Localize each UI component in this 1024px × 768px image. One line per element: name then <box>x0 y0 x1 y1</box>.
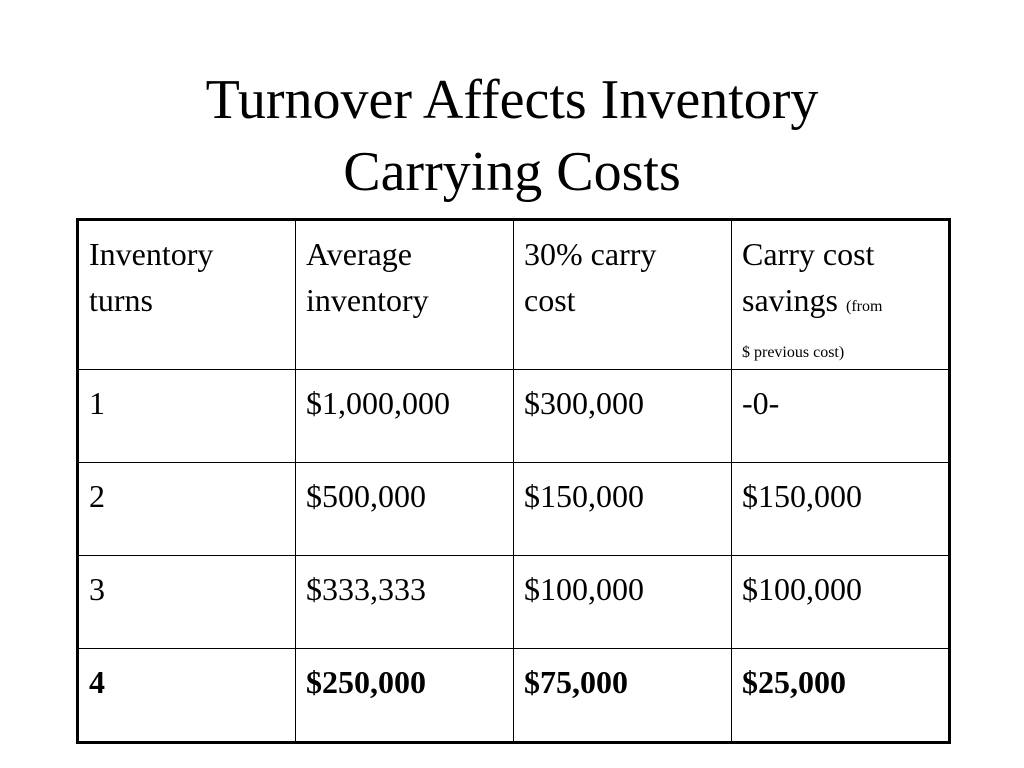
table-cell-carry-cost: $300,000 <box>514 370 732 463</box>
header-cell-average-inventory <box>296 220 514 370</box>
header-text: cost <box>524 282 576 318</box>
header-text: 30% carry <box>524 236 657 272</box>
table-cell-carry-cost: $75,000 <box>514 649 732 743</box>
table-cell-savings: $25,000 <box>732 649 950 743</box>
table-cell-turns: 1 <box>78 370 296 463</box>
header-cell-inventory-turns <box>78 220 296 370</box>
header-text: savings <box>742 282 838 318</box>
table-cell-carry-cost: $150,000 <box>514 463 732 556</box>
table-cell-savings: -0- <box>732 370 950 463</box>
table-cell-average-inventory: $500,000 <box>296 463 514 556</box>
table-cell-average-inventory: $250,000 <box>296 649 514 743</box>
table-row <box>78 370 950 463</box>
slide-title <box>0 64 1024 208</box>
header-text: Carry cost <box>742 236 875 272</box>
header-text: turns <box>89 282 153 318</box>
header-text: Average <box>306 236 412 272</box>
header-cell-carry-cost <box>514 220 732 370</box>
header-note: (from <box>846 298 883 315</box>
header-text: Inventory <box>89 236 214 272</box>
slide-title-line-2: Carrying Costs <box>343 141 681 203</box>
table-cell-average-inventory: $333,333 <box>296 556 514 649</box>
table-row-highlighted <box>78 649 950 743</box>
header-note: $ previous cost) <box>742 344 845 361</box>
slide-title-line-1: Turnover Affects Inventory <box>205 69 819 131</box>
table-cell-savings: $150,000 <box>732 463 950 556</box>
table-cell-turns: 2 <box>78 463 296 556</box>
inventory-carrying-cost-table <box>76 218 951 744</box>
header-cell-carry-cost-savings <box>732 220 950 370</box>
table-cell-turns: 4 <box>78 649 296 743</box>
table-row <box>78 463 950 556</box>
table-cell-turns: 3 <box>78 556 296 649</box>
table-cell-carry-cost: $100,000 <box>514 556 732 649</box>
header-text: inventory <box>306 282 429 318</box>
table-row <box>78 556 950 649</box>
table-cell-savings: $100,000 <box>732 556 950 649</box>
table-cell-average-inventory: $1,000,000 <box>296 370 514 463</box>
table-header-row <box>78 220 950 370</box>
